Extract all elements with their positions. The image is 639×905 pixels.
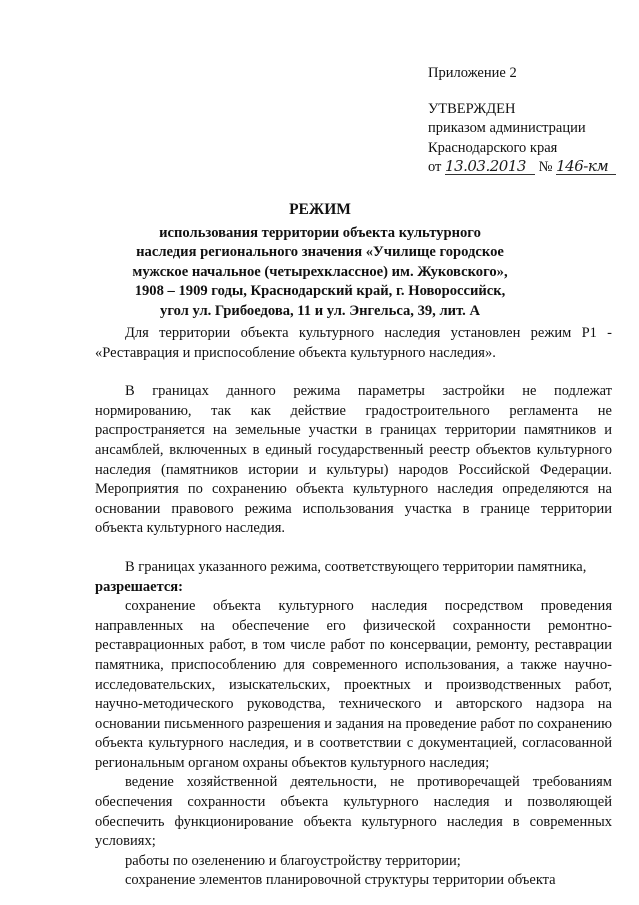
title-line-5: угол ул. Грибоедова, 11 и ул. Энгельса, 39, лит. А	[160, 302, 480, 319]
approval-block	[428, 64, 633, 178]
document-body	[95, 324, 612, 891]
appendix-label: Приложение 2	[428, 65, 517, 81]
permitted-label: разрешается:	[95, 578, 183, 595]
approved-label: УТВЕРЖДЕН	[428, 100, 516, 117]
spacer	[428, 84, 633, 100]
approval-line-1: приказом администрации	[428, 120, 586, 136]
title-heading: РЕЖИМ	[289, 201, 351, 218]
approval-line-2: Краснодарского края	[428, 139, 558, 156]
handwritten-number: 146-км	[556, 158, 616, 175]
document-title	[110, 200, 530, 321]
approval-date-line	[428, 158, 633, 178]
handwritten-date: 13.03.2013	[445, 158, 535, 175]
paragraph-permitted-intro: В границах указанного режима, соответствующего территории памятника,	[125, 558, 587, 575]
paragraph-parameters: В границах данного режима параметры застройки не подлежат нормированию, так как действие градостроительного регламента не распространяется на земельные участки в границах территории памятников и ансамблей, включенных в единый государственный реестр объектов культурного наследия (памятников истории и культуры) народов Российской Федерации. Мероприятия по сохранению объекта культурного наследия определяются на основании правового режима использования участка в границе территории объекта культурного наследия.	[95, 383, 612, 537]
paragraph-regime: Для территории объекта культурного наследия установлен режим Р1 - «Реставрация и приспособление объекта культурного наследия».	[95, 325, 612, 361]
list-item: работы по озеленению и благоустройству территории;	[125, 852, 461, 869]
title-line-4: 1908 – 1909 годы, Краснодарский край, г. Новороссийск,	[134, 283, 506, 299]
list-item: ведение хозяйственной деятельности, не противоречащей требованиям обеспечения сохранности объекта культурного наследия и позволяющей обеспечить функционирование объекта культурного наследия в современных условиях;	[95, 774, 612, 850]
title-line-3: мужское начальное (четырехклассное) им. Жуковского»,	[132, 263, 508, 280]
list-item: сохранение элементов планировочной структуры территории объекта	[125, 872, 556, 889]
title-line-2: наследия регионального значения «Училище городское	[136, 244, 504, 260]
title-line-1: использования территории объекта культурного	[159, 224, 481, 241]
from-label: от	[428, 159, 442, 175]
number-label: №	[538, 159, 553, 175]
list-item: сохранение объекта культурного наследия посредством проведения направленных на обеспечение его физической сохранности ремонтно-реставрационных работ, в том числе работ по консервации, ремонту, реставрации памятника, приспособлению для современного использования, а также научно-исследовательских, изыскательских, проектных и производственных работ, научно-методического руководства, технического и авторского надзора на основании письменного разрешения и задания на проведение работ по сохранению объекта культурного наследия, и в соответствии с документацией, согласованной региональным органом охраны объектов культурного наследия;	[95, 598, 612, 771]
